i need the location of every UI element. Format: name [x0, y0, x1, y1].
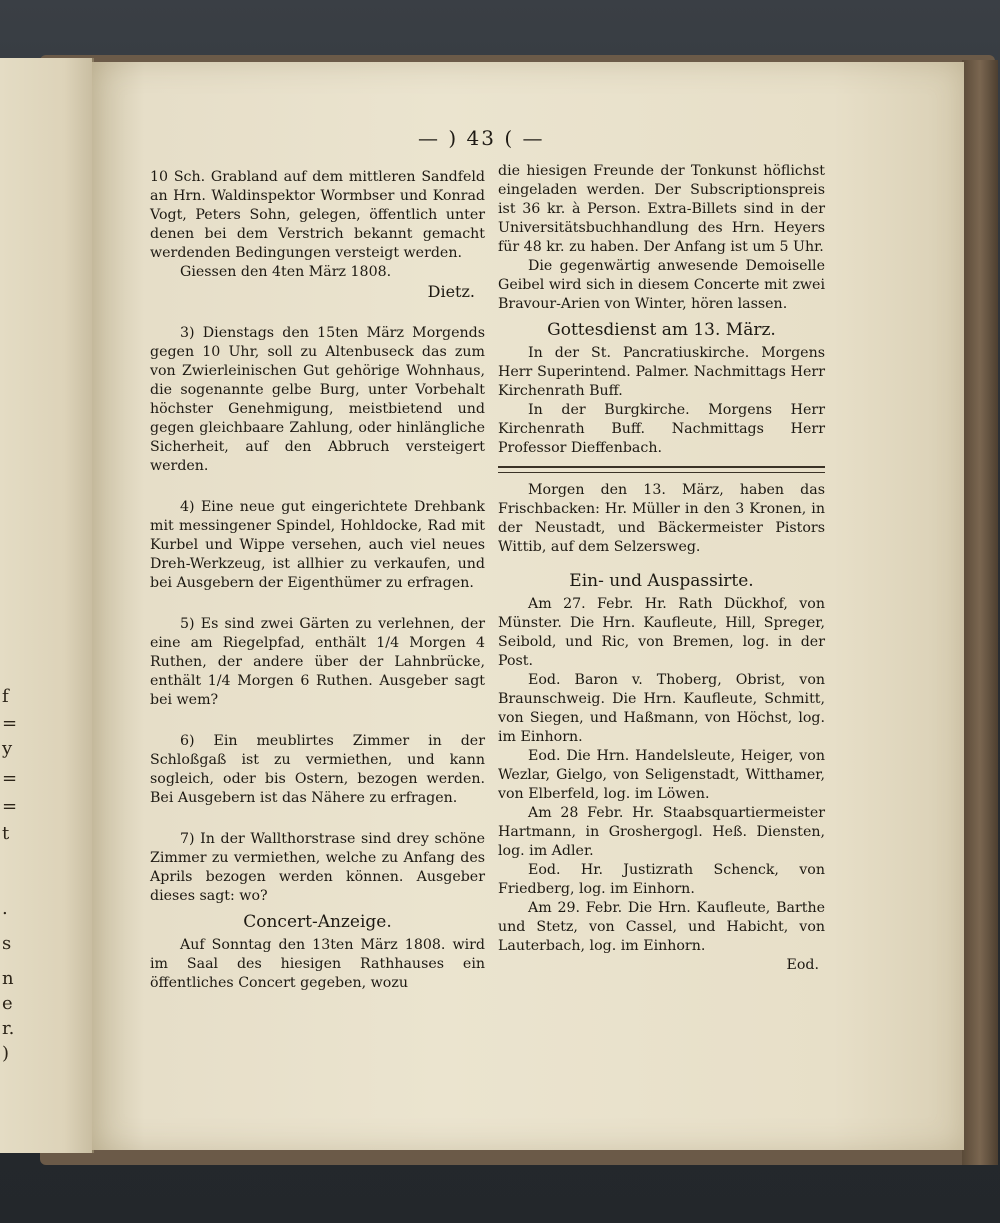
notice-furnished-room: 6) Ein meublirtes Zimmer in der Schloßgaß ist zu vermiethen, und kann sogleich, oder bis Ostern, bezogen werden. Bei Ausgebern ist das Nähere zu erfragen.	[150, 733, 485, 806]
notice-signature: Dietz.	[427, 282, 475, 301]
arrival-entry: Eod. Die Hrn. Handelsleute, Heiger, von Wezlar, Gielgo, von Seligenstadt, Witthamer, von Elberfeld, log. im Löwen.	[498, 748, 825, 802]
arrival-entry: Eod. Hr. Justizrath Schenck, von Friedberg, log. im Einhorn.	[498, 862, 825, 897]
catchword: Eod.	[786, 957, 819, 973]
concert-text: Auf Sonntag den 13ten März 1808. wird im Saal des hiesigen Rathhauses ein öffentliches Concert gegeben, wozu	[150, 937, 485, 991]
page-number: — ) 43 ( —	[418, 126, 545, 150]
divider	[498, 472, 825, 473]
margin-char: f	[2, 686, 9, 707]
margin-char: y	[2, 738, 13, 759]
facing-page	[0, 58, 94, 1153]
divider	[498, 466, 825, 468]
arrival-entry: Am 29. Febr. Die Hrn. Kaufleute, Barthe und Stetz, von Cassel, und Habicht, von Lauterbach, log. im Einhorn.	[498, 900, 825, 954]
concert-continued: die hiesigen Freunde der Tonkunst höflichst eingeladen werden. Der Subscriptionspreis ist 36 kr. à Person. Extra-Billets sind in der Universitätsbuchhandlung des Hrn. Heyers für 48 kr. zu haben. Der Anfang ist um 5 Uhr.	[498, 163, 825, 255]
notice-date: Giessen den 4ten März 1808.	[180, 264, 392, 280]
margin-char: =	[2, 713, 18, 734]
notice-land-auction: 10 Sch. Grabland auf dem mittleren Sandfeld an Hrn. Waldinspektor Wormbser und Konrad Vogt, Peters Sohn, gelegen, öffentlich unter denen bei dem Verstrich bekannt gemacht werdenden Bedingungen versteigt werden.	[150, 169, 485, 261]
service-heading: Gottesdienst am 13. März.	[547, 320, 776, 340]
left-column	[150, 168, 485, 993]
margin-char: =	[2, 796, 18, 817]
arrival-entry: Eod. Baron v. Thoberg, Obrist, von Braunschweig. Die Hrn. Kaufleute, Schmitt, von Siegen, und Haßmann, von Höchst, log. im Einhorn.	[498, 672, 825, 745]
margin-char: t	[2, 823, 10, 844]
notice-rooms-to-let: 7) In der Wallthorstrase sind drey schöne Zimmer zu vermiethen, welche zu Anfang des Aprils bezogen werden können. Ausgeber dieses sagt: wo?	[150, 831, 485, 904]
right-column	[498, 162, 825, 975]
margin-char: )	[2, 1043, 10, 1064]
concert-heading: Concert-Anzeige.	[243, 912, 392, 932]
notice-lathe-sale: 4) Eine neue gut eingerichtete Drehbank mit messingener Spindel, Hohldocke, Rad mit Kurbel und Wippe versehen, auch viel neues Dreh-Werkzeug, ist allhier zu verkaufen, und bei Ausgebern der Eigenthümer zu erfragen.	[150, 499, 485, 591]
margin-char: .	[2, 898, 8, 919]
margin-char: e	[2, 993, 13, 1014]
service-pancratius: In der St. Pancratiuskirche. Morgens Herr Superintend. Palmer. Nachmittags Herr Kirchenrath Buff.	[498, 345, 825, 399]
bakers-notice: Morgen den 13. März, haben das Frischbacken: Hr. Müller in den 3 Kronen, in der Neustadt, und Bäckermeister Pistors Wittib, auf dem Selzersweg.	[498, 482, 825, 555]
concert-note: Die gegenwärtig anwesende Demoiselle Geibel wird sich in diesem Concerte mit zwei Bravour-Arien von Winter, hören lassen.	[498, 258, 825, 312]
arrivals-heading: Ein- und Auspassirte.	[569, 571, 754, 591]
arrival-entry: Am 27. Febr. Hr. Rath Dückhof, von Münster. Die Hrn. Kaufleute, Hill, Spreger, Seibold, und Ric, von Bremen, log. in der Post.	[498, 596, 825, 669]
margin-char: s	[2, 933, 12, 954]
service-burgkirche: In der Burgkirche. Morgens Herr Kirchenrath Buff. Nachmittags Herr Professor Dieffenbach.	[498, 402, 825, 456]
margin-char: n	[2, 968, 14, 989]
notice-gardens: 5) Es sind zwei Gärten zu verlehnen, der eine am Riegelpfad, enthält 1/4 Morgen 4 Ruthen, der andere über der Lahnbrücke, enthält 1/4 Morgen 6 Ruthen. Ausgeber sagt bei wem?	[150, 616, 485, 708]
book-edge	[962, 60, 998, 1165]
arrival-entry: Am 28 Febr. Hr. Staabsquartiermeister Hartmann, in Groshergogl. Heß. Diensten, log. im Adler.	[498, 805, 825, 859]
margin-char: r.	[2, 1018, 15, 1039]
notice-house-auction: 3) Dienstags den 15ten März Morgends gegen 10 Uhr, soll zu Altenbuseck das zum von Zwierleinischen Gut gehörige Wohnhaus, die sogenannte gelbe Burg, unter Vorbehalt höchster Genehmigung, meistbietend und gegen gleichbaare Zahlung, oder hinlängliche Sicherheit, auf den Abbruch versteigert werden.	[150, 325, 485, 474]
margin-char: =	[2, 768, 18, 789]
